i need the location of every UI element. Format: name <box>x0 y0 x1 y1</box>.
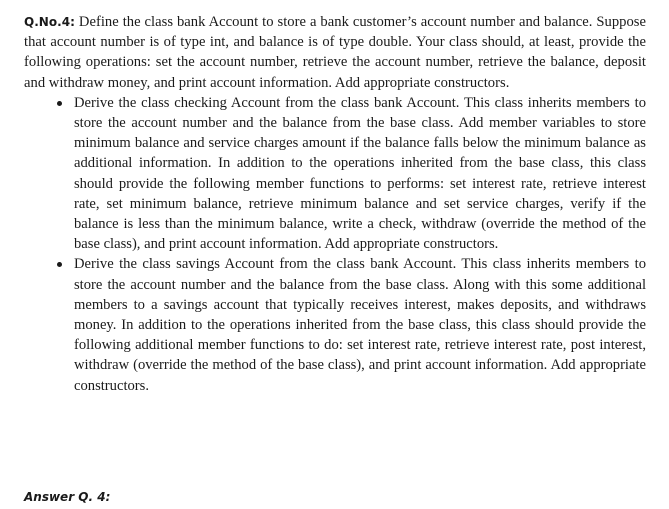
list-item <box>24 93 646 255</box>
requirements-list <box>24 93 646 396</box>
question-block <box>24 12 646 396</box>
list-item-text: Derive the class checking Account from the class bank Account. This class inherits members to store the account number and the balance from the base class. Add member variables to store minimum balance and service charges amount if the balance falls below the minimum balance as additional information. In addition to the operations inherited from the base class, this class should provide the following member functions to performs: set interest rate, retrieve interest rate, set minimum balance, retrieve minimum balance and set service charges, verify if the balance is less than the minimum balance, write a check, withdraw (override the method of the base class), and print account information. Add appropriate constructors. <box>74 94 646 253</box>
question-label: Q.No.4: <box>24 15 75 29</box>
question-intro-text: Define the class bank Account to store a bank customer’s account number and balance. Suppose that account number is of type int, and balance is of type double. Your class should, at least, provide the following operations: set the account number, retrieve the account number, retrieve the balance, deposit and withdraw money, and print account information. Add appropriate constructors. <box>24 14 646 91</box>
list-item-text: Derive the class savings Account from the class bank Account. This class inherits members to store the account number and the balance from the base class. Along with this some additional members to a savings account that typically receives interest, makes deposits, and withdraws money. In addition to the operations inherited from the base class, this class should provide the following additional member functions to do: set interest rate, retrieve interest rate, post interest, withdraw (override the method of the base class), and print account information. Add appropriate constructors. <box>74 256 646 394</box>
list-item <box>24 254 646 395</box>
question-intro <box>24 12 646 93</box>
bullet-icon <box>57 262 62 267</box>
answer-label: Answer Q. 4: <box>24 490 111 504</box>
bullet-icon <box>57 101 62 106</box>
